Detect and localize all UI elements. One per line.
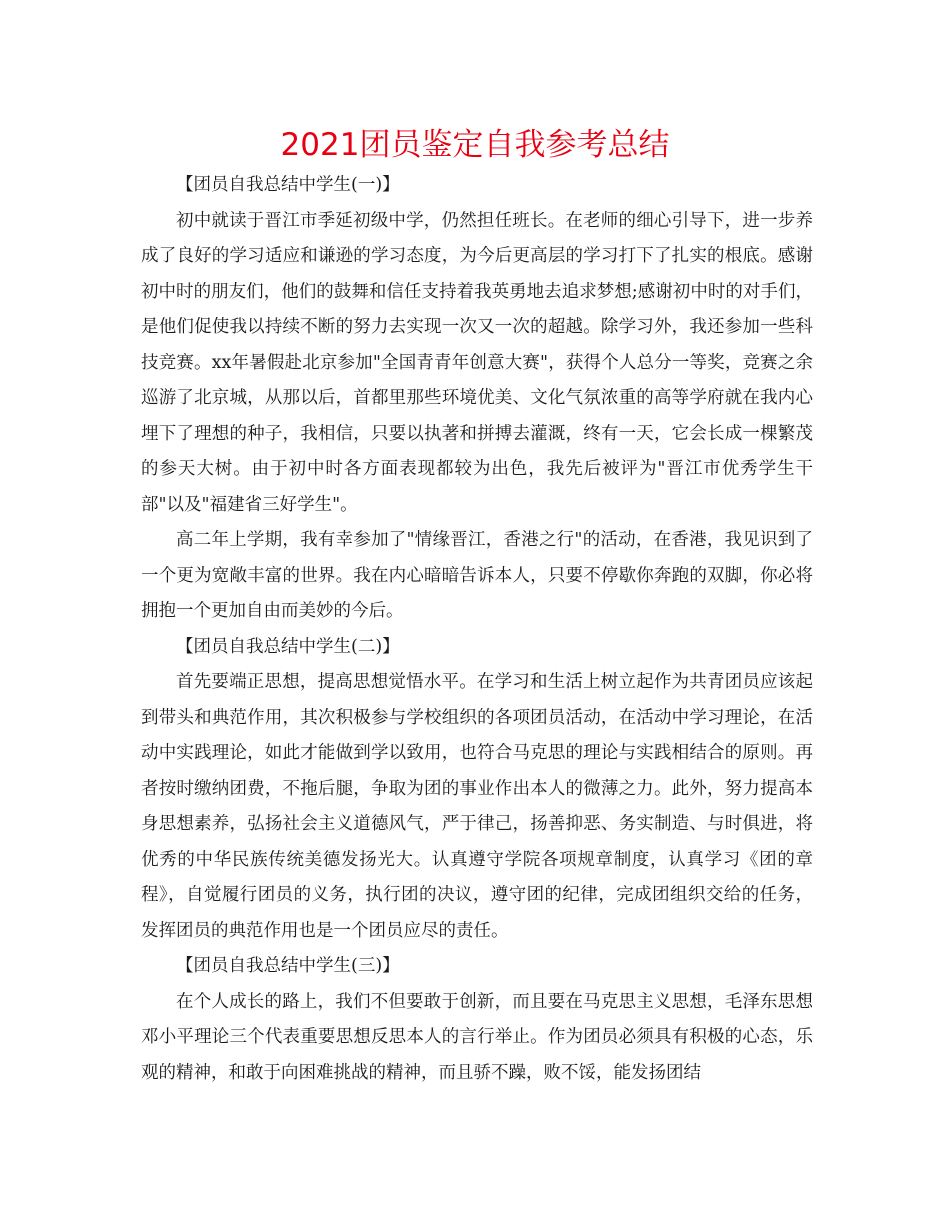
section-heading-1: 【团员自我总结中学生(一)】 [176,175,400,195]
section-1-paragraph-2: 高二年上学期，我有幸参加了"情缘晋江，香港之行"的活动，在香港，我见识到了一个更为宽敞丰富的世界。我在内心暗暗告诉本人，只要不停歇你奔跑的双脚，你必将拥抱一个更加自由而美妙的今后。 [141,530,813,621]
section-1-paragraph-1: 初中就读于晋江市季延初级中学，仍然担任班长。在老师的细心引导下，进一步养成了良好的学习适应和谦逊的学习态度，为今后更高层的学习打下了扎实的根底。感谢初中时的朋友们，他们的鼓舞和信任支持着我英勇地去追求梦想;感谢初中时的对手们，是他们促使我以持续不断的努力去实现一次又一次的超越。除学习外，我还参加一些科技竞赛。xx年暑假赴北京参加"全国青青年创意大赛"，获得个人总分一等奖，竞赛之余巡游了北京城，从那以后，首都里那些环境优美、文化气氛浓重的高等学府就在我内心埋下了理想的种子，我相信，只要以执著和拼搏去灌溉，终有一天，它会长成一棵繁茂的参天大树。由于初中时各方面表现都较为出色，我先后被评为"晋江市优秀学生干部"以及"福建省三好学生"。 [141,210,813,515]
section-heading-2: 【团员自我总结中学生(二)】 [176,636,400,657]
section-2-paragraph-1: 首先要端正思想，提高思想觉悟水平。在学习和生活上树立起作为共青团员应该起到带头和典范作用，其次积极参与学校组织的各项团员活动，在活动中学习理论，在活动中实践理论，如此才能做到学以致用，也符合马克思的理论与实践相结合的原则。再者按时缴纳团费，不拖后腿，争取为团的事业作出本人的微薄之力。此外，努力提高本身思想素养，弘扬社会主义道德风气，严于律己，扬善抑恶、务实制造、与时俱进，将优秀的中华民族传统美德发扬光大。认真遵守学院各项规章制度，认真学习《团的章程》，自觉履行团员的义务，执行团的决议，遵守团的纪律，完成团组织交给的任务，发挥团员的典范作用也是一个团员应尽的责任。 [141,672,813,941]
section-3-paragraph-1: 在个人成长的路上，我们不但要敢于创新，而且要在马克思主义思想，毛泽东思想邓小平理论三个代表重要思想反思本人的言行举止。作为团员必须具有积极的心态，乐观的精神，和敢于向困难挑战的精神，而且骄不躁，败不馁，能发扬团结 [141,991,813,1083]
document-body [141,168,813,1091]
section-heading-3: 【团员自我总结中学生(三)】 [176,956,400,976]
document-title: 2021团员鉴定自我参考总结 [280,127,670,163]
